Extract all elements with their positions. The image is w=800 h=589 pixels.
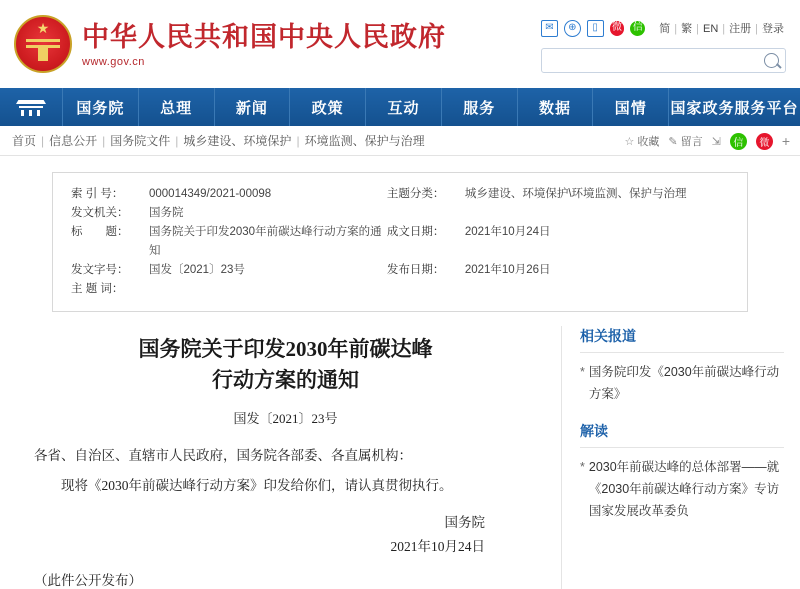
weibo-icon[interactable]: 微 xyxy=(610,21,625,36)
header-links: 简 | 繁 | EN | 注册 | 登录 xyxy=(659,23,785,35)
document-salutation: 各省、自治区、直辖市人民政府，国务院各部委、各直属机构： xyxy=(34,448,412,463)
breadcrumb-item-documents[interactable]: 国务院文件 xyxy=(110,134,171,148)
share-button[interactable] xyxy=(712,135,721,148)
register-link[interactable]: 注册 xyxy=(729,23,752,35)
meta-value: 000014349/2021-00098 xyxy=(149,188,272,200)
search-input[interactable] xyxy=(548,54,764,68)
document-paragraph: 现将《2030年前碳达峰行动方案》印发给你们，请认真贯彻执行。 xyxy=(61,478,453,493)
mail-icon[interactable]: ✉ xyxy=(541,20,558,37)
nav-item-xinwen[interactable]: 新闻 xyxy=(215,88,291,126)
site-identity[interactable] xyxy=(82,21,446,68)
search-bar[interactable] xyxy=(541,48,786,73)
favorite-label: 收藏 xyxy=(637,136,660,148)
message-label: 留言 xyxy=(680,136,703,148)
meta-key: 发布日期： xyxy=(386,264,445,276)
document-meta-box xyxy=(52,172,748,312)
site-url: www.gov.cn xyxy=(82,55,145,68)
nav-item-guoqing[interactable]: 国情 xyxy=(593,88,669,126)
message-button[interactable] xyxy=(668,133,702,149)
nav-item-guowuyuan[interactable]: 国务院 xyxy=(63,88,139,126)
list-item[interactable] xyxy=(580,456,784,522)
wechat-icon[interactable]: 信 xyxy=(730,133,747,150)
nav-item-hudong[interactable]: 互动 xyxy=(366,88,442,126)
meta-left-column xyxy=(71,185,387,299)
sidebar-section-related-title: 相关报道 xyxy=(580,326,784,353)
document-body xyxy=(16,326,561,589)
mobile-icon[interactable]: ▯ xyxy=(587,20,604,37)
breadcrumb-separator: | xyxy=(296,133,300,148)
breadcrumb-separator: | xyxy=(102,133,106,148)
meta-key: 标 题： xyxy=(71,226,129,238)
meta-key: 发文字号： xyxy=(71,264,129,276)
sidebar-section-interpretation-title: 解读 xyxy=(580,421,784,448)
meta-row xyxy=(71,280,387,299)
login-link[interactable]: 登录 xyxy=(762,23,785,35)
breadcrumb-item-home[interactable]: 首页 xyxy=(12,134,37,148)
nav-item-shuju[interactable]: 数据 xyxy=(518,88,594,126)
meta-key: 索 引 号： xyxy=(71,188,124,200)
page-title xyxy=(34,334,537,396)
bullet-icon: * xyxy=(580,365,585,379)
star-icon: ☆ xyxy=(624,135,635,148)
breadcrumb-separator: | xyxy=(41,133,45,148)
meta-key: 发文机关： xyxy=(71,207,129,219)
breadcrumb-separator: | xyxy=(175,133,179,148)
meta-key: 主 题 词： xyxy=(71,283,124,295)
breadcrumb xyxy=(0,126,800,156)
meta-row xyxy=(71,223,387,261)
sidebar-item-label: 国务院印发《2030年前碳达峰行动方案》 xyxy=(588,365,780,401)
sidebar xyxy=(561,326,784,589)
pencil-icon: ✎ xyxy=(668,135,678,148)
meta-value: 2021年10月26日 xyxy=(464,264,551,276)
meta-row xyxy=(71,261,387,280)
header-icon-row xyxy=(541,18,786,38)
breadcrumb-item-subcategory[interactable]: 环境监测、保护与治理 xyxy=(304,134,425,148)
national-emblem-icon xyxy=(14,15,72,73)
nav-item-zhengce[interactable]: 政策 xyxy=(290,88,366,126)
lang-traditional-link[interactable]: 繁 xyxy=(681,23,693,35)
site-header xyxy=(0,0,800,88)
doc-title-line1: 国务院关于印发2030年前碳达峰 xyxy=(138,337,433,361)
meta-row xyxy=(71,185,387,204)
meta-right-column xyxy=(387,185,729,299)
signature-date: 2021年10月24日 xyxy=(390,539,485,554)
signature-org: 国务院 xyxy=(444,515,485,530)
lang-simplified-link[interactable]: 简 xyxy=(659,23,671,35)
lang-english-link[interactable]: EN xyxy=(703,23,719,35)
main-nav xyxy=(0,88,800,126)
favorite-button[interactable] xyxy=(625,133,660,149)
nav-item-zhengwu-fuwu-pingtai[interactable]: 国家政务服务平台 xyxy=(670,99,799,117)
meta-row xyxy=(387,223,729,261)
meta-value: 国发〔2021〕23号 xyxy=(149,264,245,276)
share-icon: ⇲ xyxy=(711,135,721,148)
header-utilities xyxy=(541,18,786,73)
meta-value: 城乡建设、环境保护\环境监测、保护与治理 xyxy=(464,188,687,200)
meta-row xyxy=(71,204,387,223)
meta-row xyxy=(387,185,729,223)
meta-value xyxy=(149,280,387,299)
nav-home-button[interactable] xyxy=(0,88,63,126)
meta-row xyxy=(387,261,729,299)
breadcrumb-item-info[interactable]: 信息公开 xyxy=(49,134,98,148)
site-title: 中华人民共和国中央人民政府 xyxy=(82,21,446,52)
meta-key: 主题分类： xyxy=(386,188,445,200)
meta-value: 国务院关于印发2030年前碳达峰行动方案的通知 xyxy=(149,226,382,257)
bullet-icon: * xyxy=(580,460,585,474)
list-item[interactable] xyxy=(580,361,784,405)
content-area xyxy=(0,172,800,312)
wechat-icon[interactable]: 信 xyxy=(630,21,645,36)
sidebar-item-label: 2030年前碳达峰的总体部署——就《2030年前碳达峰行动方案》专访国家发展改革委负 xyxy=(588,460,780,518)
gate-icon xyxy=(16,98,46,116)
globe-icon[interactable]: ⊕ xyxy=(564,20,581,37)
document-signature xyxy=(34,511,537,559)
document-number: 国发〔2021〕23号 xyxy=(233,411,338,426)
doc-title-line2: 行动方案的通知 xyxy=(212,368,359,392)
meta-value: 2021年10月24日 xyxy=(464,226,551,238)
breadcrumb-item-category[interactable]: 城乡建设、环境保护 xyxy=(183,134,292,148)
plus-icon[interactable]: + xyxy=(781,133,790,149)
meta-key: 成文日期： xyxy=(386,226,445,238)
weibo-icon[interactable]: 微 xyxy=(756,133,773,150)
meta-value: 国务院 xyxy=(149,207,184,219)
body-columns xyxy=(0,326,800,589)
nav-item-fuwu[interactable]: 服务 xyxy=(442,88,518,126)
nav-item-zongli[interactable]: 总理 xyxy=(139,88,215,126)
document-tail-note: （此件公开发布） xyxy=(34,573,142,588)
page-tools xyxy=(625,126,791,156)
search-icon[interactable] xyxy=(764,53,779,68)
